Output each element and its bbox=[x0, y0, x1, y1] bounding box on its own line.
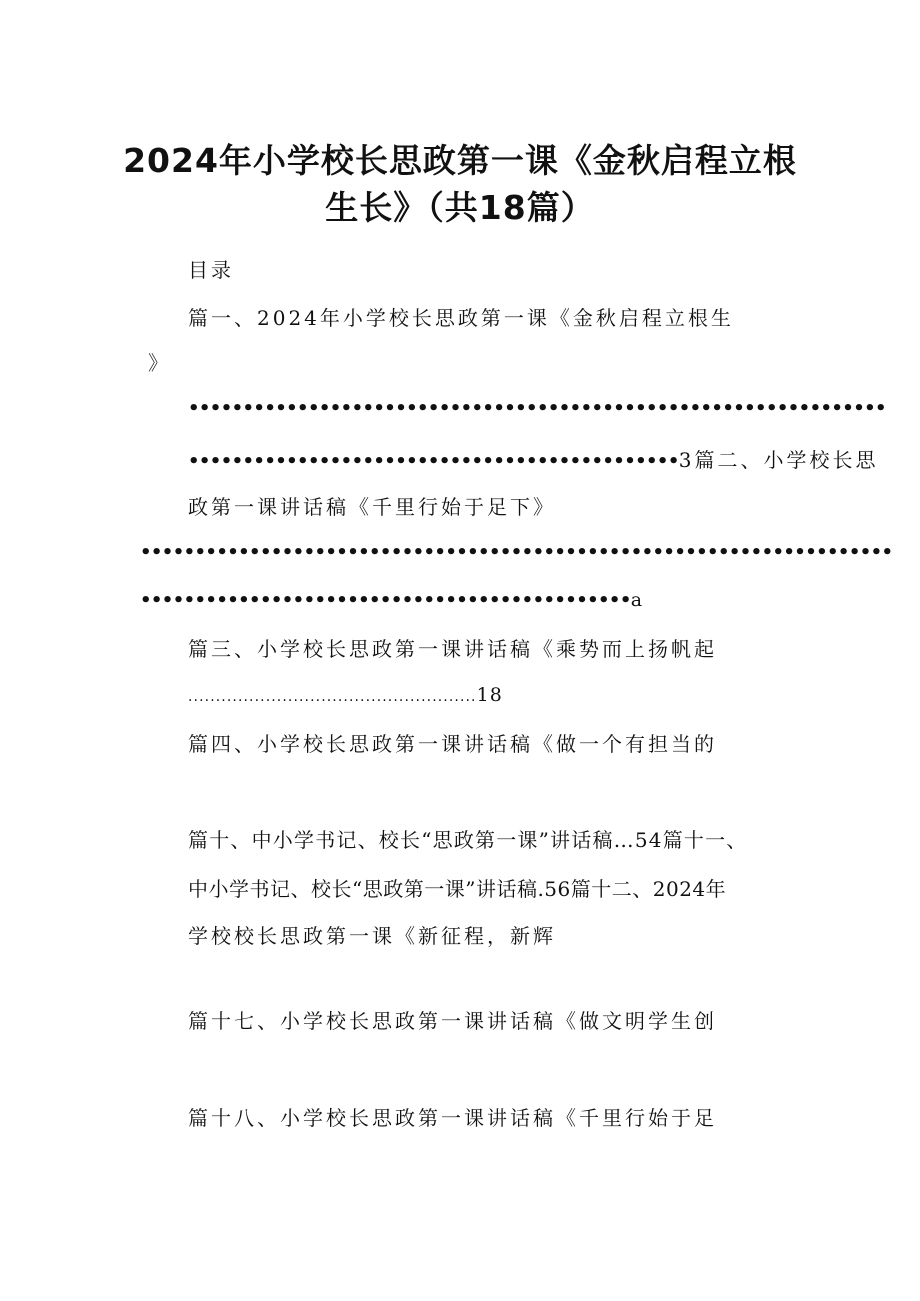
toc-entry-2-leader-row bbox=[140, 589, 642, 612]
toc-entry-10-line-1: 篇十、中小学书记、校长“思政第一课”讲话稿…54篇十一、 bbox=[188, 828, 748, 852]
toc-entry-3-leader-row bbox=[188, 684, 503, 708]
toc-entry-18-line-1: 篇十八、小学校长思政第一课讲话稿《千里行始于足 bbox=[188, 1106, 717, 1130]
toc-entry-1-line-1: 篇一、2024年小学校长思政第一课《金秋启程立根生 bbox=[188, 306, 734, 330]
toc-entry-3-page-number: 18 bbox=[476, 684, 503, 706]
toc-entry-3-leader-dots: .................................................... bbox=[188, 689, 477, 705]
toc-entry-2-line-2: 政第一课讲话稿《千里行始于足下》 bbox=[188, 495, 556, 519]
toc-entry-1-line-2: 》 bbox=[148, 351, 171, 375]
toc-entry-17-line-1: 篇十七、小学校长思政第一课讲话稿《做文明学生创 bbox=[188, 1009, 717, 1033]
toc-entry-1-leader-dots-1: •••••••••••••••••••••••••••••••••••••••••••••••••••••••••••••••• bbox=[188, 398, 886, 419]
toc-entry-1-leader-row bbox=[188, 444, 878, 473]
toc-entry-4-line-1: 篇四、小学校长思政第一课讲话稿《做一个有担当的 bbox=[188, 732, 717, 756]
toc-entry-2-leader-dots-2: ••••••••••••••••••••••••••••••••••••••••••••• bbox=[140, 590, 631, 611]
toc-entry-2-page-number: a bbox=[630, 589, 643, 611]
toc-entry-2-leader-dots-1: ••••••••••••••••••••••••••••••••••••••••••••••••••••••••••••••••••••• bbox=[140, 542, 893, 563]
toc-entry-11-line-2: 中小学书记、校长“思政第一课”讲话稿.56篇十二、2024年 bbox=[188, 877, 727, 901]
toc-entry-1-page-and-entry-2-start: 3篇二、小学校长思 bbox=[678, 448, 879, 472]
toc-entry-12-line-2: 学校校长思政第一课《新征程，新辉 bbox=[188, 924, 556, 948]
document-title-line-2: 生长》（共18篇） bbox=[325, 188, 595, 227]
document-title-line-1: 2024年小学校长思政第一课《金秋启程立根 bbox=[123, 141, 797, 180]
toc-heading: 目录 bbox=[188, 258, 234, 282]
toc-entry-1-leader-dots-2: ••••••••••••••••••••••••••••••••••••••••••••• bbox=[188, 451, 679, 472]
toc-entry-3-line-1: 篇三、小学校长思政第一课讲话稿《乘势而上扬帆起 bbox=[188, 637, 717, 661]
